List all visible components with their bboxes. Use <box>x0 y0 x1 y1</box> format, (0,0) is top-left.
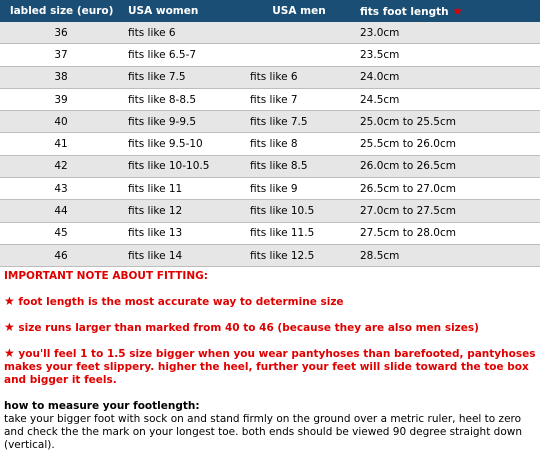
table-row <box>0 44 540 66</box>
cell-size: 44 <box>0 200 122 222</box>
table-body <box>0 22 540 267</box>
table-row <box>0 66 540 88</box>
cell-foot: 26.0cm to 26.5cm <box>354 155 540 177</box>
table-row <box>0 22 540 44</box>
header-men: USA men <box>244 0 354 22</box>
cell-foot: 26.5cm to 27.0cm <box>354 178 540 200</box>
cell-men: fits like 10.5 <box>244 200 354 222</box>
cell-size: 42 <box>0 155 122 177</box>
header-foot: fits foot length ★ <box>354 0 540 22</box>
header-women: USA women <box>122 0 244 22</box>
cell-foot: 23.5cm <box>354 44 540 66</box>
cell-size: 43 <box>0 178 122 200</box>
cell-size: 36 <box>0 22 122 44</box>
red-star-icon: ★ <box>4 320 15 335</box>
table-row <box>0 133 540 155</box>
note-item: ★ you'll feel 1 to 1.5 size bigger when you wear pantyhoses than barefooted, pantyhoses makes your feet slippery. higher the heel, further your feet will slide toward the toe box and bigger it feels. <box>4 346 536 387</box>
cell-women: fits like 11 <box>122 178 244 200</box>
cell-men: fits like 7 <box>244 88 354 110</box>
cell-foot: 25.5cm to 26.0cm <box>354 133 540 155</box>
cell-women: fits like 7.5 <box>122 66 244 88</box>
cell-women: fits like 9-9.5 <box>122 111 244 133</box>
cell-foot: 25.0cm to 25.5cm <box>354 111 540 133</box>
measure-body: take your bigger foot with sock on and stand firmly on the ground over a metric ruler, heel to zero and check the the mark on your longest toe. both ends should be viewed 90 degree straight down (vertical). <box>4 413 523 452</box>
cell-men: fits like 8 <box>244 133 354 155</box>
cell-men: fits like 6 <box>244 66 354 88</box>
table-row <box>0 200 540 222</box>
cell-women: fits like 6 <box>122 22 244 44</box>
cell-size: 41 <box>0 133 122 155</box>
cell-women: fits like 14 <box>122 244 244 266</box>
cell-foot: 24.0cm <box>354 66 540 88</box>
cell-size: 38 <box>0 66 122 88</box>
cell-size: 45 <box>0 222 122 244</box>
table-row <box>0 178 540 200</box>
cell-foot: 24.5cm <box>354 88 540 110</box>
table-row <box>0 155 540 177</box>
cell-men: fits like 12.5 <box>244 244 354 266</box>
red-star-icon: ★ <box>452 4 464 18</box>
red-star-icon: ★ <box>4 346 15 361</box>
cell-women: fits like 12 <box>122 200 244 222</box>
table-row <box>0 244 540 266</box>
cell-size: 40 <box>0 111 122 133</box>
table-header-row <box>0 0 540 22</box>
cell-size: 37 <box>0 44 122 66</box>
cell-foot: 27.5cm to 28.0cm <box>354 222 540 244</box>
cell-women: fits like 9.5-10 <box>122 133 244 155</box>
cell-women: fits like 8-8.5 <box>122 88 244 110</box>
cell-foot: 27.0cm to 27.5cm <box>354 200 540 222</box>
cell-women: fits like 6.5-7 <box>122 44 244 66</box>
fitting-notes <box>0 270 540 452</box>
cell-men <box>244 22 354 44</box>
header-size: labled size (euro) <box>0 0 122 22</box>
cell-foot: 28.5cm <box>354 244 540 266</box>
cell-size: 46 <box>0 244 122 266</box>
note-item: ★ size runs larger than marked from 40 to 46 (because they are also men sizes) <box>4 320 479 335</box>
cell-men: fits like 7.5 <box>244 111 354 133</box>
table-row <box>0 111 540 133</box>
cell-foot: 23.0cm <box>354 22 540 44</box>
measure-title: how to measure your footlength: <box>4 400 200 413</box>
cell-men: fits like 11.5 <box>244 222 354 244</box>
cell-size: 39 <box>0 88 122 110</box>
cell-men: fits like 8.5 <box>244 155 354 177</box>
notes-title: IMPORTANT NOTE ABOUT FITTING: <box>4 270 208 283</box>
cell-men <box>244 44 354 66</box>
red-star-icon: ★ <box>4 294 15 309</box>
cell-men: fits like 9 <box>244 178 354 200</box>
note-item: ★ foot length is the most accurate way to determine size <box>4 294 344 309</box>
table-row <box>0 222 540 244</box>
cell-women: fits like 13 <box>122 222 244 244</box>
table-row <box>0 88 540 110</box>
cell-women: fits like 10-10.5 <box>122 155 244 177</box>
